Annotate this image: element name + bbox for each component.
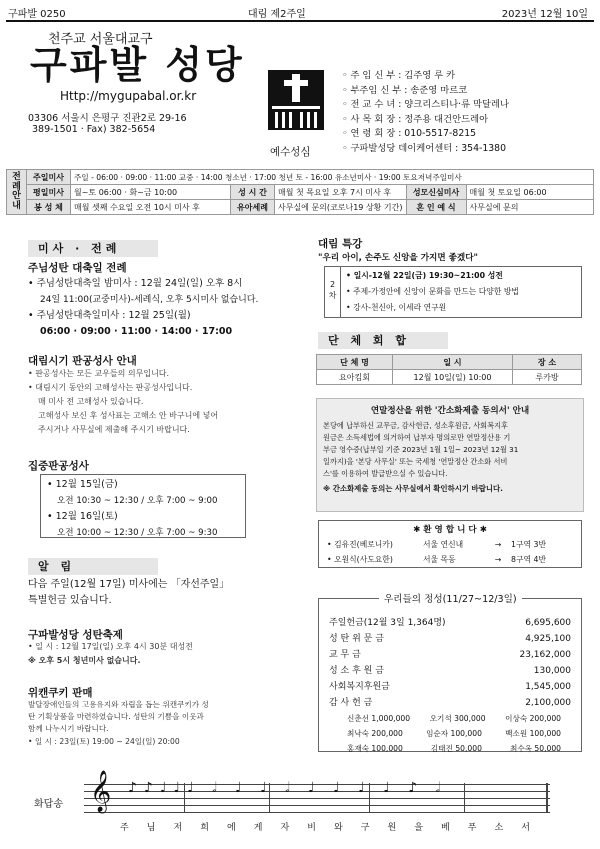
table-cell: 12월 10일(일) 10:00 bbox=[393, 370, 513, 385]
group-confession-box bbox=[40, 474, 246, 538]
notice-line: 특별헌금 있습니다. bbox=[28, 595, 112, 606]
list-item: • 대림시기 동안의 고해성사는 판공성사입니다. bbox=[28, 383, 193, 392]
lecture-line: • 일시-12월 22일(금) 19:30~21:00 성전 bbox=[346, 271, 503, 280]
staff-line: ◦ 주 임 신 부 : 김주영 루 카 bbox=[342, 70, 456, 81]
psalm-label: 화답송 bbox=[34, 799, 63, 810]
issue-date: 2023년 12월 10일 bbox=[501, 9, 588, 20]
list-item: • 일 시 : 23일(토) 19:00 ~ 24일(일) 20:00 bbox=[28, 737, 180, 746]
lyric-syllable: 원 bbox=[387, 823, 397, 833]
offering-row: 감 사 헌 금 2,100,000 bbox=[329, 698, 571, 708]
text-line: 일까지)을 '본당 사무실' 또는 국세청 '연말정산 간소화 서비 bbox=[323, 457, 508, 466]
list-item: 06:00 · 09:00 · 11:00 · 14:00 · 17:00 bbox=[40, 326, 233, 337]
liturgical-season: 대림 제2주일 bbox=[248, 9, 306, 20]
offering-row: 성 소 후 원 금 130,000 bbox=[329, 666, 571, 676]
notice-text bbox=[28, 577, 229, 609]
column-header: 장 소 bbox=[513, 355, 582, 370]
lecture-round-label: 2 차 bbox=[325, 267, 341, 317]
lyric-syllable: 게 bbox=[253, 823, 263, 833]
groups-heading: 단 체 회 합 bbox=[318, 332, 448, 349]
schedule-side-label: 전 례 안 내 bbox=[7, 170, 27, 215]
lyric-syllable: 자 bbox=[280, 823, 290, 833]
christmas-liturgy-title: 주님성탄 대축일 전례 bbox=[28, 262, 127, 274]
list-item: • 판공성사는 모든 교우들의 의무입니다. bbox=[28, 369, 170, 378]
lecture-line: • 주제-가정안에 신앙이 문화를 만드는 다양한 방법 bbox=[346, 287, 519, 296]
lyric-syllable: 구 bbox=[360, 823, 370, 833]
donor-row: 신춘선 1,000,000 오기석 300,000 이상숙 200,000 bbox=[347, 714, 561, 723]
list-item: 매 미사 전 고해성사 있습니다. bbox=[38, 397, 144, 406]
schedule-value: 매월 첫 목요일 오후 7시 미사 후 bbox=[275, 185, 407, 200]
cookie-title: 위캔쿠키 판매 bbox=[28, 687, 93, 699]
text-line: 부금 영수증(납부일 기준 2023년 1월 1일~ 2023년 12월 31 bbox=[323, 445, 519, 454]
staff-line: ◦ 연 령 회 장 : 010-5517-8215 bbox=[342, 128, 477, 139]
advent-lecture-box bbox=[324, 266, 582, 318]
list-item: • 김유진(베로니카) 서울 연신내 → 1구역 3반 bbox=[327, 540, 546, 549]
christmas-party-title: 구파발성당 성탄축제 bbox=[28, 629, 123, 641]
treble-clef-icon: 𝄞 bbox=[90, 771, 112, 812]
schedule-label: 주일미사 bbox=[27, 170, 71, 185]
schedule-value: 매월 첫 토요일 06:00 bbox=[466, 185, 593, 200]
schedule-value: 사무실에 문의 bbox=[466, 200, 593, 215]
parish-address: 03306 서울시 은평구 진관2로 29-16 bbox=[28, 113, 187, 124]
schedule-label: 봉 성 체 bbox=[27, 200, 71, 215]
advent-lecture-subtitle: "우리 아이, 손주도 신앙을 가지면 좋겠다" bbox=[318, 253, 479, 263]
schedule-label: 혼 인 예 식 bbox=[406, 200, 466, 215]
confession-time: 오전 10:30 ~ 12:30 / 오후 7:00 ~ 9:00 bbox=[57, 496, 218, 506]
staff-line: ◦ 사 목 회 장 : 정주용 대건안드레아 bbox=[342, 113, 489, 125]
text-line: 원금은 소득세법에 의거하여 납부자 명의로만 연말정산용 기 bbox=[323, 433, 511, 442]
psalm-staff bbox=[84, 771, 550, 816]
christmas-party-text bbox=[28, 640, 193, 668]
offering-row: 교 무 금 23,162,000 bbox=[329, 650, 571, 660]
parish-logo bbox=[262, 66, 330, 144]
staff-line: ◦ 구파발성당 데이케어센터 : 354-1380 bbox=[342, 142, 506, 154]
notice-heading: 알 림 bbox=[28, 558, 158, 575]
cookie-text bbox=[28, 699, 304, 748]
list-item: 24일 11:00(교중미사)-세례식, 오후 5시미사 없습니다. bbox=[40, 295, 259, 305]
parish-name: 구파발 성당 bbox=[30, 43, 245, 87]
text-line: 함께 나누시기 바랍니다. bbox=[28, 724, 109, 733]
text-line: 탄 기획상품을 마련하였습니다. 성탄의 기쁨을 이웃과 bbox=[28, 712, 204, 721]
text-line: 발달장애인들의 고용유지와 자립을 돕는 위캔쿠키가 성 bbox=[28, 700, 209, 709]
psalm-lyrics bbox=[120, 820, 530, 833]
list-item: • 주님성탄대축일 밤미사 : 12월 24일(일) 오후 8시 bbox=[28, 278, 243, 289]
lyric-syllable: 푸 bbox=[467, 823, 477, 833]
logo-caption: 예수성심 bbox=[270, 146, 311, 158]
lyric-syllable: 저 bbox=[173, 823, 183, 833]
diocese-name: 천주교 서울대교구 bbox=[48, 32, 153, 47]
header-rule bbox=[6, 20, 594, 22]
lyric-syllable: 주 bbox=[120, 823, 129, 833]
schedule-value: 매월 셋째 수요일 오전 10시 미사 후 bbox=[71, 200, 231, 215]
tax-notice-title: 연말정산을 위한 '간소화제출 동의서' 안내 bbox=[370, 406, 530, 416]
donor-row: 홍재숙 100,000 김태진 50,000 최수옥 50,000 bbox=[347, 744, 561, 753]
lyric-syllable: 을 bbox=[414, 823, 423, 833]
list-item: 고해성사 보신 후 성사표는 고해소 안 바구니에 넣어 bbox=[38, 411, 219, 420]
schedule-label: 평일미사 bbox=[27, 185, 71, 200]
confession-title: 대림시기 판공성사 안내 bbox=[28, 355, 137, 367]
lyric-syllable: 님 bbox=[146, 823, 156, 833]
lecture-line: • 강사-천신아, 이세라 연구원 bbox=[346, 303, 447, 312]
parish-phone: 389-1501 · Fax) 382-5654 bbox=[32, 124, 156, 135]
list-item: ※ 오후 5시 청년미사 없습니다. bbox=[28, 656, 141, 665]
lyric-syllable: 베 bbox=[441, 823, 450, 833]
welcome-box bbox=[318, 520, 582, 568]
column-header: 단 체 명 bbox=[317, 355, 393, 370]
advent-lecture-title: 대림 특강 bbox=[318, 238, 363, 250]
table-row bbox=[317, 370, 582, 385]
psalm-notes: ♪♪♩♩♩ 𝅗𝅥 ♩ ♩ 𝅗𝅥 ♩ ♩ ♩ ♩ ♪ 𝅗𝅥 bbox=[128, 780, 448, 796]
list-item: 주시거나 사무실에 제출해 주시기 바랍니다. bbox=[38, 425, 190, 434]
offering-row: 사회복지후원금 1,545,000 bbox=[329, 682, 571, 692]
confession-date: • 12월 15일(금) bbox=[47, 479, 118, 490]
confession-date: • 12월 16일(토) bbox=[47, 511, 118, 522]
text-line: 스'를 이용하여 발급받으실 수 있습니다. bbox=[323, 469, 448, 478]
groups-table bbox=[316, 354, 582, 385]
offering-row: 주일헌금(12월 3일 1,364명) 6,695,600 bbox=[329, 618, 571, 628]
confession-time: 오전 10:00 ~ 12:30 / 오후 7:00 ~ 9:30 bbox=[57, 528, 218, 538]
christmas-mass-list bbox=[28, 276, 298, 340]
schedule-label: 성 시 간 bbox=[231, 185, 275, 200]
list-item: • 주님성탄대축일미사 : 12월 25일(월) bbox=[28, 310, 191, 321]
staff-list bbox=[342, 69, 509, 156]
column-header: 일 시 bbox=[393, 355, 513, 370]
parish-url[interactable]: Http://mygupabal.or.kr bbox=[60, 89, 197, 103]
welcome-title: ✱ 환 영 합 니 다 ✱ bbox=[413, 525, 487, 535]
schedule-value: 사무실에 문의(코로나19 상황 기간) bbox=[275, 200, 407, 215]
offerings-box bbox=[318, 594, 582, 753]
list-item: • 일 시 : 12월 17일(일) 오후 4시 30분 대성전 bbox=[28, 642, 193, 651]
lyric-syllable: 소 bbox=[494, 823, 504, 833]
group-confession-title: 집중판공성사 bbox=[28, 460, 89, 472]
mass-section-heading: 미사 · 전례 bbox=[28, 240, 158, 257]
confession-text bbox=[28, 367, 298, 437]
lyric-syllable: 와 bbox=[334, 823, 343, 833]
schedule-label: 유아세례 bbox=[231, 200, 275, 215]
tax-notice-box bbox=[316, 398, 584, 512]
tax-notice-footer: ※ 간소화제출 동의는 사무실에서 확인하시기 바랍니다. bbox=[323, 484, 503, 493]
staff-line: ◦ 전 교 수 녀 : 양크리스티나·류 막달레나 bbox=[342, 99, 509, 110]
sacred-heart-icon bbox=[262, 66, 330, 146]
staff-line: ◦ 부주임 신 부 : 송준영 마르코 bbox=[342, 84, 468, 96]
schedule-value: 주일 - 06:00 · 09:00 · 11:00 교중 · 14:00 청소년 · 17:00 청년 토 - 16:00 유소년미사 · 19:00 토요저녁주일미사 bbox=[71, 170, 594, 185]
issue-number: 구파발 0250 bbox=[8, 9, 66, 20]
liturgy-schedule-table bbox=[6, 169, 594, 215]
offering-row: 성 탄 위 문 금 4,925,100 bbox=[329, 634, 571, 644]
lyric-syllable: 비 bbox=[307, 823, 316, 833]
schedule-value: 월~토 06:00 · 화~금 10:00 bbox=[71, 185, 231, 200]
lyric-syllable: 에 bbox=[227, 823, 236, 833]
list-item: • 오원식(사도요한) 서울 목동 → 8구역 4반 bbox=[327, 555, 546, 564]
notice-line: 다음 주일(12월 17일) 미사에는 「자선주일」 bbox=[28, 579, 230, 590]
donor-row: 최낙숙 200,000 임순자 100,000 백소원 100,000 bbox=[347, 729, 561, 738]
schedule-label: 성모신심미사 bbox=[406, 185, 466, 200]
offerings-title: 우리들의 정성(11/27~12/3일) bbox=[379, 591, 522, 605]
lyric-syllable: 서 bbox=[521, 823, 530, 833]
table-cell: 루카방 bbox=[513, 370, 582, 385]
text-line: 본당에 납부하신 교무금, 감사헌금, 성소후원금, 사회복지후 bbox=[323, 421, 508, 430]
table-cell: 요아킴회 bbox=[317, 370, 393, 385]
lyric-syllable: 희 bbox=[200, 823, 209, 833]
